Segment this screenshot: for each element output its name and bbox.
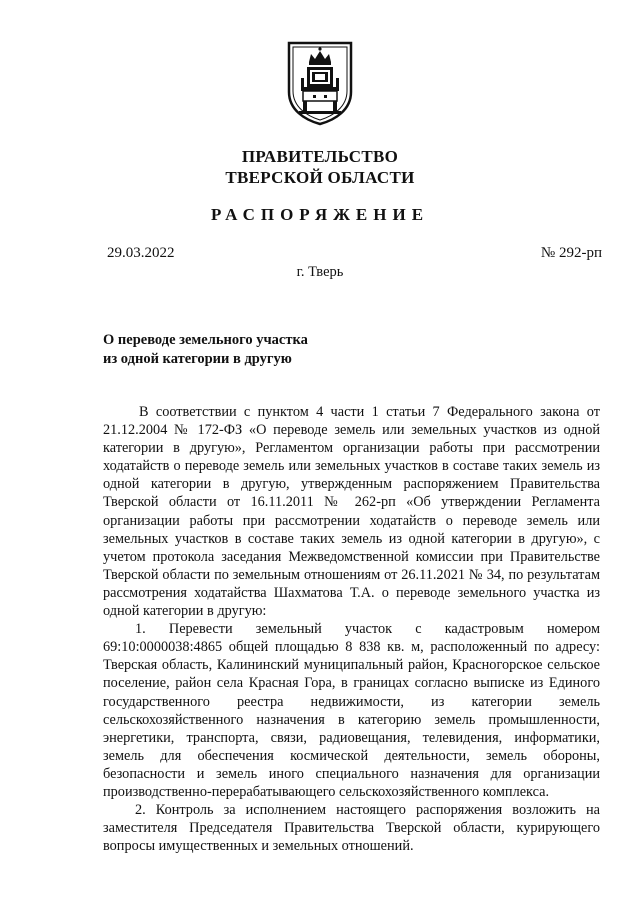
item-1-paragraph: 1. Перевести земельный участок с кадастровым номером 69:10:0000038:4865 общей площадью 8 838 кв. м, расположенный по адресу: Тверская область, Калининский муниципальный район, Красногорское сельское поселение, район села Красная Гора, в границах согласно выписке из Единого государственного реестра недвижимости, из категории земель сельскохозяйственного назначения в категорию земель промышленности, энергетики, транспорта, связи, радиовещания, телевидения, информатики, земель для обеспечения космической деятельности, земель обороны, безопасности и земель иного специального назначения для организации производственно-перерабатывающего сельскохозяйственного комплекса.: [103, 621, 600, 800]
document-city: г. Тверь: [296, 264, 344, 280]
authority-line-1: ПРАВИТЕЛЬСТВО: [241, 147, 399, 166]
subject-line-1: О переводе земельного участка: [103, 332, 308, 348]
item-2-paragraph: 2. Контроль за исполнением настоящего распоряжения возложить на заместителя Председателя Правительства Тверской области, курирующего вопросы имущественных и земельных отношений.: [103, 802, 600, 855]
document-number: № 292-рп: [540, 245, 602, 261]
document-type: РАСПОРЯЖЕНИЕ: [210, 205, 430, 224]
document-subject: [103, 331, 308, 369]
authority-line-2: ТВЕРСКОЙ ОБЛАСТИ: [225, 168, 415, 187]
coat-of-arms-icon: [285, 40, 355, 126]
document-body: [103, 403, 600, 855]
preamble-paragraph: В соответствии с пунктом 4 части 1 статьи 7 Федерального закона от 21.12.2004 № 172-ФЗ «О переводе земель или земельных участков из одной категории в другую», Регламентом организации работы при рассмотрении ходатайств о переводе земель или земельных участков в составе таких земель из одной категории в другую, утвержденным распоряжением Правительства Тверской области от 16.11.2011 № 262-рп «Об утверждении Регламента организации работы при рассмотрении ходатайств о переводе земель или земельных участков в составе таких земель из одной категории в другую», с учетом протокола заседания Межведомственной комиссии при Правительстве Тверской области по земельным отношениям от 26.11.2021 № 34, по результатам рассмотрения ходатайства Шахматова Т.А. о переводе земельного участка из одной категории в другую:: [103, 404, 600, 620]
document-date: 29.03.2022: [107, 245, 175, 261]
subject-line-2: из одной категории в другую: [103, 351, 292, 367]
authority-name: [0, 146, 640, 188]
